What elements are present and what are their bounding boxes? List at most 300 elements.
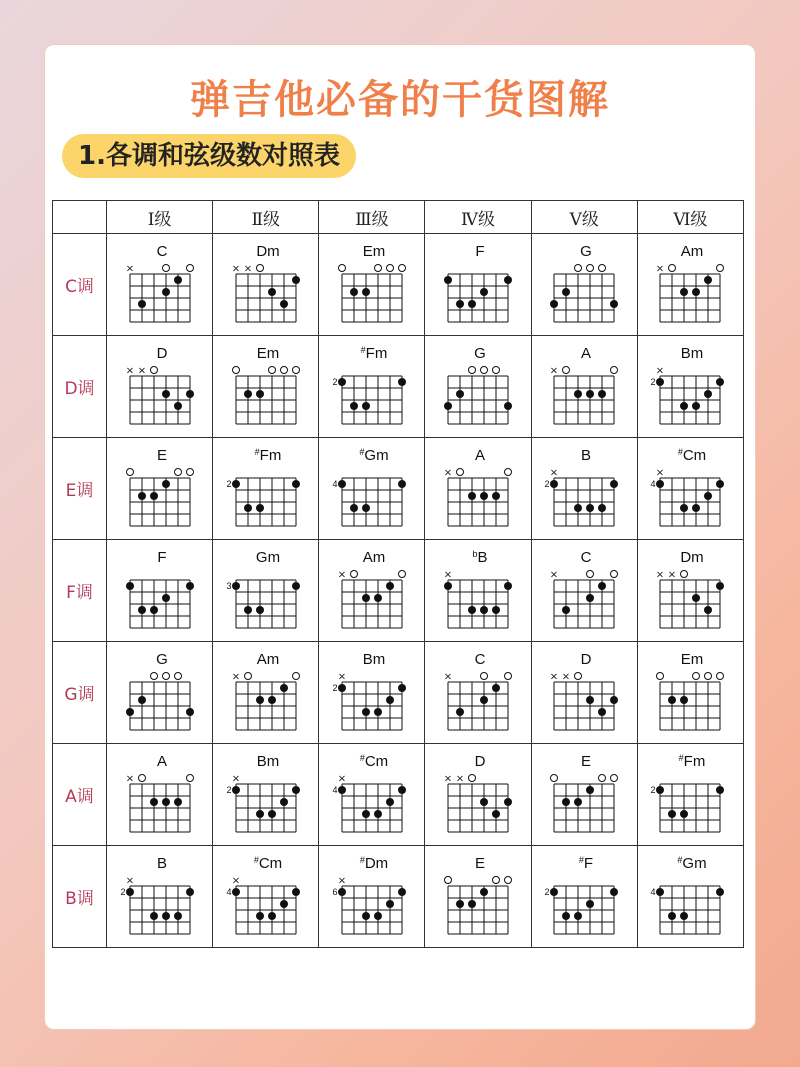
key-row xyxy=(53,540,744,642)
finger-dot xyxy=(562,912,570,920)
chord-name: #Fm xyxy=(360,344,388,362)
key-label: D调 xyxy=(53,336,107,438)
muted-string-marker: × xyxy=(656,365,665,376)
chord-diagram xyxy=(640,444,740,534)
open-string-marker xyxy=(268,366,275,373)
barre-dot xyxy=(398,480,406,488)
finger-dot xyxy=(480,798,488,806)
muted-string-marker: × xyxy=(231,263,240,274)
finger-dot xyxy=(680,810,688,818)
chord-name: E xyxy=(156,446,167,464)
finger-dot xyxy=(350,288,358,296)
degree-header: Ⅲ级 xyxy=(319,201,425,234)
muted-string-marker: × xyxy=(125,263,134,274)
chord-cell xyxy=(319,744,425,846)
finger-dot xyxy=(268,912,276,920)
muted-string-marker: × xyxy=(443,569,453,580)
chord-name: Em xyxy=(256,344,279,362)
chord-name: Em xyxy=(362,242,386,260)
chord-cell xyxy=(637,336,743,438)
fret-number: 2 xyxy=(120,886,126,897)
open-string-marker xyxy=(693,672,700,679)
open-string-marker xyxy=(398,570,405,577)
chord-cell xyxy=(637,438,743,540)
finger-dot xyxy=(692,504,700,512)
finger-dot xyxy=(174,798,182,806)
chord-name: C xyxy=(156,242,167,260)
finger-dot xyxy=(468,300,476,308)
chord-cell xyxy=(319,234,425,336)
open-string-marker xyxy=(493,366,500,373)
chord-name: D xyxy=(474,752,486,770)
finger-dot xyxy=(704,606,712,614)
fret-number: 2 xyxy=(650,784,656,795)
chord-diagram xyxy=(322,750,422,840)
chord-diagram xyxy=(322,240,422,330)
finger-dot xyxy=(280,684,288,692)
chord-diagram xyxy=(110,648,210,738)
chord-name: E xyxy=(475,854,486,872)
degree-header: Ⅰ级 xyxy=(107,201,213,234)
muted-string-marker: × xyxy=(656,467,665,478)
finger-dot xyxy=(562,606,570,614)
finger-dot xyxy=(668,810,676,818)
chord-name: C xyxy=(474,650,486,668)
chord-name: D xyxy=(580,650,592,668)
degree-header-row xyxy=(53,201,744,234)
chord-diagram xyxy=(110,240,210,330)
fretboard-grid xyxy=(448,376,508,424)
finger-dot xyxy=(268,810,276,818)
barre-dot xyxy=(398,378,406,386)
barre-dot xyxy=(444,582,452,590)
barre-dot xyxy=(338,888,346,896)
finger-dot xyxy=(468,606,476,614)
finger-dot xyxy=(692,594,700,602)
key-row xyxy=(53,234,744,336)
finger-dot xyxy=(174,276,182,284)
finger-dot xyxy=(562,798,570,806)
finger-dot xyxy=(256,912,264,920)
open-string-marker xyxy=(244,672,251,679)
finger-dot xyxy=(492,810,500,818)
open-string-marker xyxy=(150,366,157,373)
chord-cell xyxy=(319,846,425,948)
chord-name: #Dm xyxy=(359,854,389,872)
barre-dot xyxy=(292,786,300,794)
chord-name: B xyxy=(581,446,592,464)
fret-number: 2 xyxy=(544,886,550,897)
finger-dot xyxy=(680,402,688,410)
chord-name: Am xyxy=(681,242,704,260)
finger-dot xyxy=(362,810,370,818)
finger-dot xyxy=(374,708,382,716)
fretboard-grid xyxy=(130,580,190,628)
muted-string-marker: × xyxy=(656,263,665,274)
finger-dot xyxy=(598,390,606,398)
finger-dot xyxy=(586,390,594,398)
finger-dot xyxy=(162,288,170,296)
open-string-marker xyxy=(611,774,618,781)
fretboard-grid xyxy=(660,682,720,730)
muted-string-marker: × xyxy=(550,569,559,580)
barre-dot xyxy=(656,786,664,794)
chord-name: A xyxy=(581,344,592,362)
finger-dot xyxy=(386,798,394,806)
open-string-marker xyxy=(445,876,452,883)
chord-cell xyxy=(213,744,319,846)
chord-cell xyxy=(637,744,743,846)
fretboard-grid xyxy=(554,886,614,934)
fret-number: 4 xyxy=(650,886,656,897)
chord-cell xyxy=(319,540,425,642)
muted-string-marker: × xyxy=(562,671,571,682)
chord-name: #F xyxy=(579,854,594,872)
chord-cell xyxy=(319,336,425,438)
finger-dot xyxy=(350,402,358,410)
fretboard-grid xyxy=(660,478,720,526)
fretboard-grid xyxy=(236,478,296,526)
fretboard-grid xyxy=(448,274,508,322)
finger-dot xyxy=(680,912,688,920)
fretboard-grid xyxy=(342,784,402,832)
chord-diagram xyxy=(216,342,316,432)
open-string-marker xyxy=(469,366,476,373)
barre-dot xyxy=(232,786,240,794)
chord-cell xyxy=(107,540,213,642)
chord-cell xyxy=(531,234,637,336)
chord-diagram xyxy=(216,546,316,636)
fretboard-grid xyxy=(130,886,190,934)
finger-dot xyxy=(704,276,712,284)
open-string-marker xyxy=(186,264,193,271)
chord-diagram xyxy=(534,444,634,534)
chord-cell xyxy=(213,234,319,336)
open-string-marker xyxy=(587,264,594,271)
chord-cell xyxy=(107,642,213,744)
chord-cell xyxy=(213,846,319,948)
barre-dot xyxy=(338,786,346,794)
chord-name: F xyxy=(475,242,485,260)
chord-cell xyxy=(213,540,319,642)
fretboard-grid xyxy=(342,376,402,424)
fretboard-grid xyxy=(342,682,402,730)
chord-cell xyxy=(425,234,531,336)
fret-number: 4 xyxy=(332,478,338,489)
fretboard-grid xyxy=(448,886,508,934)
fretboard-grid xyxy=(554,784,614,832)
finger-dot xyxy=(138,492,146,500)
barre-dot xyxy=(656,480,664,488)
muted-string-marker: × xyxy=(455,773,465,784)
degree-header: Ⅴ级 xyxy=(531,201,637,234)
barre-dot xyxy=(232,480,240,488)
chord-diagram xyxy=(322,444,422,534)
muted-string-marker: × xyxy=(125,773,134,784)
key-label: C调 xyxy=(53,234,107,336)
chord-cell xyxy=(107,846,213,948)
chord-cell xyxy=(213,336,319,438)
chord-cell xyxy=(425,744,531,846)
corner-cell xyxy=(53,201,107,234)
finger-dot xyxy=(126,708,134,716)
finger-dot xyxy=(362,912,370,920)
finger-dot xyxy=(374,594,382,602)
finger-dot xyxy=(610,300,618,308)
muted-string-marker: × xyxy=(443,467,453,478)
chord-name: G xyxy=(155,650,168,668)
chord-cell xyxy=(531,642,637,744)
chord-cell xyxy=(107,234,213,336)
chord-cell xyxy=(531,336,637,438)
chord-diagram xyxy=(534,240,634,330)
chord-diagram xyxy=(640,342,740,432)
barre-dot xyxy=(292,582,300,590)
finger-dot xyxy=(138,300,146,308)
chord-cell xyxy=(637,540,743,642)
muted-string-marker: × xyxy=(550,365,559,376)
key-row xyxy=(53,438,744,540)
chord-cell xyxy=(319,642,425,744)
open-string-marker xyxy=(505,672,512,679)
fretboard-grid xyxy=(236,580,296,628)
fret-number: 4 xyxy=(332,784,338,795)
fretboard-grid xyxy=(236,784,296,832)
barre-dot xyxy=(232,888,240,896)
finger-dot xyxy=(362,402,370,410)
finger-dot xyxy=(386,582,394,590)
muted-string-marker: × xyxy=(337,671,347,682)
fretboard-grid xyxy=(236,274,296,322)
barre-dot xyxy=(716,786,724,794)
fretboard-grid xyxy=(448,784,508,832)
chord-name: Am xyxy=(362,548,386,566)
finger-dot xyxy=(386,900,394,908)
barre-dot xyxy=(126,582,134,590)
open-string-marker xyxy=(186,468,193,475)
finger-dot xyxy=(716,582,724,590)
finger-dot xyxy=(362,504,370,512)
finger-dot xyxy=(586,786,594,794)
chord-diagram xyxy=(640,852,740,942)
barre-dot xyxy=(504,582,512,590)
finger-dot xyxy=(256,696,264,704)
fretboard-grid xyxy=(130,376,190,424)
chord-cell xyxy=(319,438,425,540)
chord-diagram xyxy=(534,852,634,942)
chord-name: Bm xyxy=(681,344,704,362)
open-string-marker xyxy=(280,366,287,373)
open-string-marker xyxy=(469,774,476,781)
finger-dot xyxy=(362,288,370,296)
finger-dot xyxy=(280,900,288,908)
finger-dot xyxy=(468,492,476,500)
fret-number: 2 xyxy=(544,478,550,489)
chord-cell xyxy=(637,234,743,336)
finger-dot xyxy=(480,492,488,500)
finger-dot xyxy=(256,810,264,818)
fretboard-grid xyxy=(554,376,614,424)
open-string-marker xyxy=(505,876,512,883)
barre-dot xyxy=(656,888,664,896)
open-string-marker xyxy=(657,672,664,679)
key-label: F调 xyxy=(53,540,107,642)
chord-diagram xyxy=(322,648,422,738)
open-string-marker xyxy=(669,264,676,271)
chord-name: G xyxy=(580,242,593,260)
finger-dot xyxy=(292,276,300,284)
chord-diagram xyxy=(428,750,528,840)
key-row xyxy=(53,336,744,438)
fret-number: 4 xyxy=(650,478,656,489)
finger-dot xyxy=(480,606,488,614)
degree-header: Ⅱ级 xyxy=(213,201,319,234)
finger-dot xyxy=(162,480,170,488)
chord-diagram xyxy=(216,852,316,942)
finger-dot xyxy=(162,390,170,398)
chord-diagram xyxy=(428,444,528,534)
barre-dot xyxy=(338,684,346,692)
muted-string-marker: × xyxy=(125,875,134,886)
barre-dot xyxy=(504,276,512,284)
chord-cell xyxy=(107,744,213,846)
open-string-marker xyxy=(162,672,169,679)
finger-dot xyxy=(456,900,464,908)
chord-name: D xyxy=(156,344,167,362)
finger-dot xyxy=(174,402,182,410)
barre-dot xyxy=(398,684,406,692)
open-string-marker xyxy=(599,264,606,271)
fret-number: 6 xyxy=(332,886,338,897)
chord-name: Am xyxy=(256,650,279,668)
finger-dot xyxy=(574,912,582,920)
chord-diagram xyxy=(322,852,422,942)
chord-name: A xyxy=(475,446,486,464)
finger-dot xyxy=(610,696,618,704)
fretboard-grid xyxy=(236,376,296,424)
open-string-marker xyxy=(256,264,263,271)
finger-dot xyxy=(598,582,606,590)
muted-string-marker: × xyxy=(337,773,347,784)
fret-number: 2 xyxy=(332,682,338,693)
chord-name: #Gm xyxy=(359,446,389,464)
chord-diagram xyxy=(110,546,210,636)
finger-dot xyxy=(586,696,594,704)
finger-dot xyxy=(586,900,594,908)
finger-dot xyxy=(150,492,158,500)
finger-dot xyxy=(468,900,476,908)
chord-name: Dm xyxy=(256,242,280,260)
chord-diagram xyxy=(534,546,634,636)
chord-diagram xyxy=(216,444,316,534)
chord-diagram xyxy=(110,444,210,534)
page-title: 弹吉他必备的干货图解 xyxy=(190,77,610,123)
chord-diagram xyxy=(534,750,634,840)
chord-diagram xyxy=(534,648,634,738)
chord-diagram xyxy=(110,342,210,432)
open-string-marker xyxy=(481,672,488,679)
fret-number: 4 xyxy=(226,886,232,897)
finger-dot xyxy=(138,696,146,704)
chord-cell xyxy=(531,438,637,540)
fret-number: 3 xyxy=(226,580,232,591)
chord-name: #Cm xyxy=(253,854,282,872)
barre-dot xyxy=(338,480,346,488)
fret-number: 2 xyxy=(332,376,338,387)
fretboard-grid xyxy=(448,478,508,526)
degree-header: Ⅵ级 xyxy=(637,201,743,234)
chord-cell xyxy=(531,846,637,948)
finger-dot xyxy=(574,504,582,512)
open-string-marker xyxy=(563,366,570,373)
finger-dot xyxy=(362,708,370,716)
fretboard-grid xyxy=(130,478,190,526)
fretboard-grid xyxy=(554,478,614,526)
barre-dot xyxy=(398,888,406,896)
finger-dot xyxy=(244,606,252,614)
open-string-marker xyxy=(611,366,618,373)
chord-name: Gm xyxy=(255,548,280,566)
chord-name: Dm xyxy=(680,548,705,566)
open-string-marker xyxy=(292,672,299,679)
chord-name: #Gm xyxy=(677,854,707,872)
finger-dot xyxy=(480,888,488,896)
chord-name: E xyxy=(581,752,592,770)
chord-name: #Cm xyxy=(678,446,707,464)
finger-dot xyxy=(256,504,264,512)
chord-diagram xyxy=(640,240,740,330)
chord-name: G xyxy=(474,344,486,362)
fretboard-grid xyxy=(660,784,720,832)
finger-dot xyxy=(704,492,712,500)
barre-dot xyxy=(186,582,194,590)
chord-diagram xyxy=(428,852,528,942)
finger-dot xyxy=(692,402,700,410)
key-label: E调 xyxy=(53,438,107,540)
open-string-marker xyxy=(457,468,464,475)
key-label: A调 xyxy=(53,744,107,846)
fret-number: 2 xyxy=(226,478,232,489)
muted-string-marker: × xyxy=(231,773,240,784)
barre-dot xyxy=(550,480,558,488)
chord-diagram xyxy=(640,546,740,636)
finger-dot xyxy=(444,402,452,410)
finger-dot xyxy=(504,402,512,410)
barre-dot xyxy=(550,888,558,896)
finger-dot xyxy=(492,606,500,614)
fretboard-grid xyxy=(448,580,508,628)
finger-dot xyxy=(186,708,194,716)
chord-diagram xyxy=(428,546,528,636)
chord-name: A xyxy=(156,752,167,770)
chord-degree-table xyxy=(52,200,744,948)
fretboard-grid xyxy=(554,682,614,730)
barre-dot xyxy=(716,378,724,386)
barre-dot xyxy=(292,888,300,896)
chord-diagram xyxy=(428,240,528,330)
muted-string-marker: × xyxy=(243,263,252,274)
open-string-marker xyxy=(398,264,405,271)
finger-dot xyxy=(350,504,358,512)
open-string-marker xyxy=(681,570,688,577)
finger-dot xyxy=(386,696,394,704)
key-row xyxy=(53,642,744,744)
finger-dot xyxy=(704,390,712,398)
fretboard-grid xyxy=(660,376,720,424)
chord-diagram xyxy=(216,750,316,840)
chord-diagram xyxy=(110,852,210,942)
finger-dot xyxy=(174,912,182,920)
